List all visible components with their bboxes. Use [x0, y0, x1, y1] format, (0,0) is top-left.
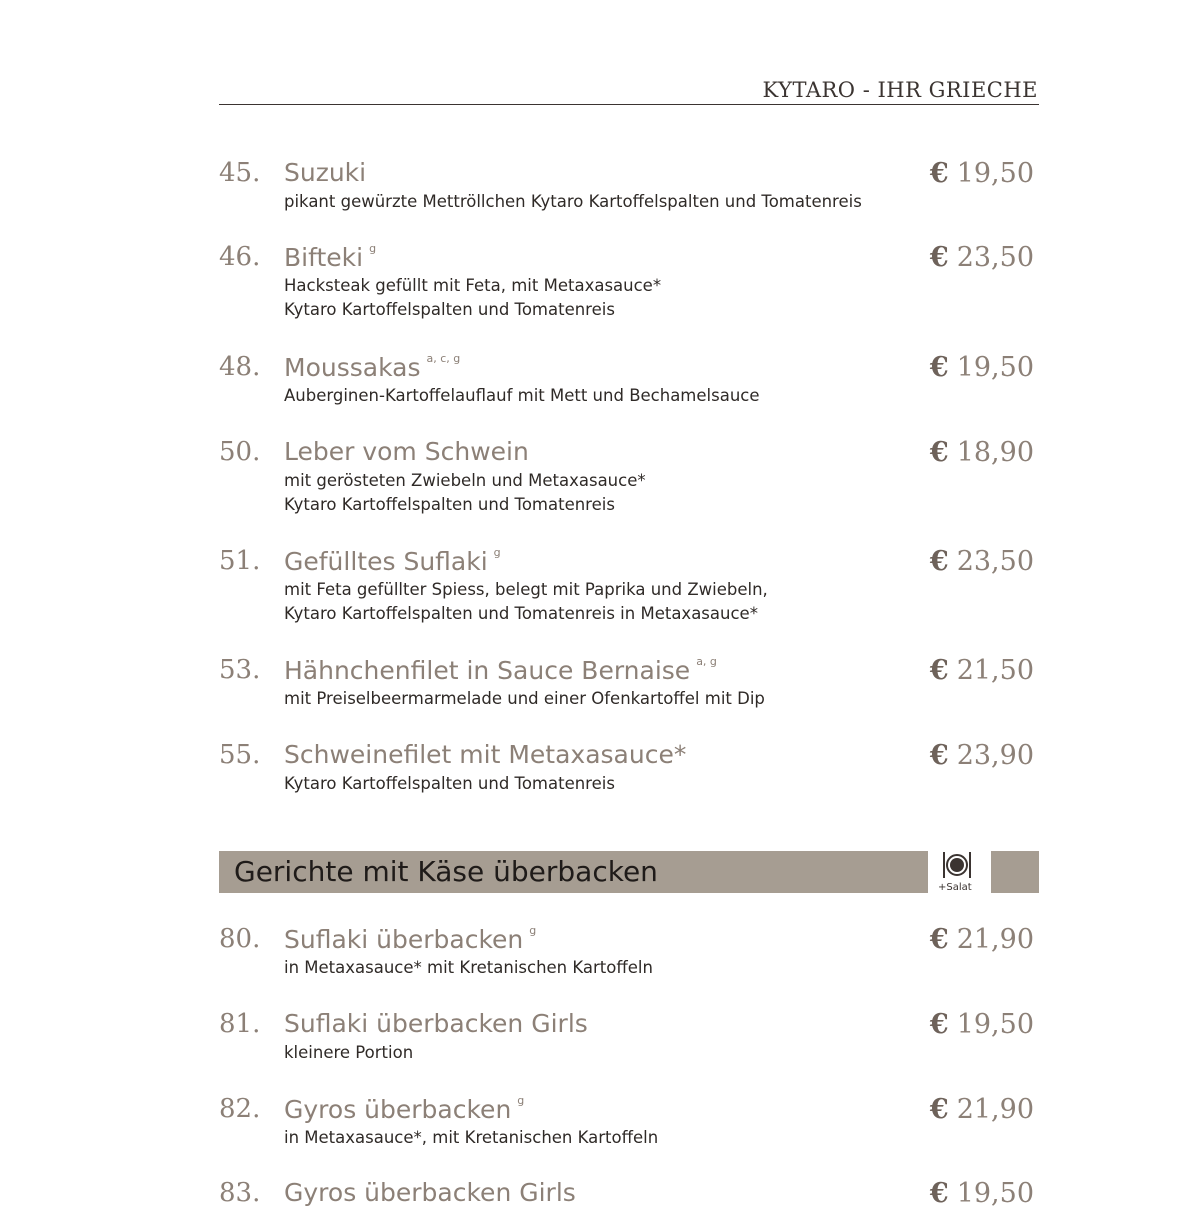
item-price	[930, 546, 1034, 577]
price-value: 21,90	[956, 924, 1034, 955]
item-number: 48.	[219, 352, 261, 382]
description-line: kleinere Portion	[284, 1043, 414, 1062]
item-name	[284, 242, 376, 272]
item-name	[284, 158, 366, 187]
item-name-text: Leber vom Schwein	[284, 437, 529, 466]
euro-sign: €	[929, 242, 949, 273]
plate-cutlery-icon	[936, 848, 982, 896]
section-title: Gerichte mit Käse überbacken	[234, 855, 658, 888]
item-number: 82.	[219, 1094, 261, 1124]
item-name-text: Gyros überbacken Girls	[284, 1178, 576, 1207]
item-price	[930, 158, 1034, 189]
description-line: pikant gewürzte Mettröllchen Kytaro Kartoffelspalten und Tomatenreis	[284, 192, 862, 211]
price-value: 21,50	[956, 655, 1034, 686]
price-value: 23,50	[956, 546, 1034, 577]
price-value: 19,50	[956, 1009, 1034, 1040]
item-price	[930, 1009, 1034, 1040]
item-name-text: Suflaki überbacken	[284, 925, 524, 954]
item-price	[930, 1178, 1034, 1209]
item-description	[284, 274, 661, 322]
item-description	[284, 687, 765, 711]
allergen-codes: a, g	[696, 655, 717, 668]
item-number: 53.	[219, 655, 261, 685]
price-value: 19,50	[956, 352, 1034, 383]
euro-sign: €	[929, 924, 949, 955]
allergen-codes: g	[529, 924, 537, 937]
item-name-text: Bifteki	[284, 243, 364, 272]
euro-sign: €	[929, 1178, 949, 1209]
euro-sign: €	[929, 1009, 949, 1040]
item-name-text: Hähnchenfilet in Sauce Bernaise	[284, 656, 691, 685]
description-line: in Metaxasauce* mit Kretanischen Kartoffeln	[284, 958, 653, 977]
item-number: 45.	[219, 158, 261, 188]
item-name	[284, 655, 717, 685]
price-value: 19,50	[956, 158, 1034, 189]
allergen-codes: g	[493, 546, 501, 559]
item-number: 81.	[219, 1009, 261, 1039]
item-number: 50.	[219, 437, 261, 467]
euro-sign: €	[929, 1094, 949, 1125]
euro-sign: €	[929, 740, 949, 771]
header-rule	[219, 104, 1039, 105]
euro-sign: €	[929, 437, 949, 468]
item-name-text: Schweinefilet mit Metaxasauce*	[284, 740, 687, 769]
plate-icon	[942, 850, 972, 880]
item-number: 46.	[219, 242, 261, 272]
euro-sign: €	[929, 546, 949, 577]
item-number: 80.	[219, 924, 261, 954]
description-line: mit Feta gefüllter Spiess, belegt mit Paprika und Zwiebeln,	[284, 580, 768, 599]
price-value: 23,50	[956, 242, 1034, 273]
item-price	[930, 655, 1034, 686]
item-price	[930, 740, 1034, 771]
item-price	[930, 924, 1034, 955]
item-number: 83.	[219, 1178, 261, 1208]
description-line: Hacksteak gefüllt mit Feta, mit Metaxasauce*	[284, 276, 662, 295]
price-value: 19,50	[956, 1178, 1034, 1209]
price-value: 23,90	[956, 740, 1034, 771]
item-number: 51.	[219, 546, 261, 576]
item-name-text: Gefülltes Suflaki	[284, 547, 488, 576]
item-name-text: Suzuki	[284, 158, 367, 187]
item-name	[284, 1009, 588, 1038]
item-description	[284, 578, 768, 626]
allergen-codes: g	[517, 1094, 525, 1107]
euro-sign: €	[929, 655, 949, 686]
item-description	[284, 1041, 413, 1065]
price-value: 18,90	[956, 437, 1034, 468]
item-description	[284, 1126, 658, 1150]
item-name-text: Moussakas	[284, 353, 421, 382]
item-description	[284, 772, 615, 796]
item-name	[284, 740, 686, 769]
item-description	[284, 469, 646, 517]
allergen-codes: a, c, g	[426, 352, 461, 365]
header-title: KYTARO - IHR GRIECHE	[762, 78, 1038, 102]
description-line: Kytaro Kartoffelspalten und Tomatenreis in Metaxasauce*	[284, 604, 758, 623]
item-description	[284, 190, 862, 214]
description-line: Kytaro Kartoffelspalten und Tomatenreis	[284, 300, 615, 319]
item-name	[284, 924, 536, 954]
description-line: in Metaxasauce*, mit Kretanischen Kartoffeln	[284, 1128, 659, 1147]
price-value: 21,90	[956, 1094, 1034, 1125]
description-line: Kytaro Kartoffelspalten und Tomatenreis	[284, 495, 615, 514]
item-description	[284, 384, 760, 408]
salat-label: +Salat	[938, 882, 972, 893]
item-price	[930, 352, 1034, 383]
item-number: 55.	[219, 740, 261, 770]
item-name-text: Gyros überbacken	[284, 1095, 512, 1124]
item-name	[284, 546, 501, 576]
item-name	[284, 352, 460, 382]
item-name	[284, 1094, 524, 1124]
euro-sign: €	[929, 352, 949, 383]
item-description	[284, 956, 653, 980]
item-price	[930, 242, 1034, 273]
description-line: mit gerösteten Zwiebeln und Metaxasauce*	[284, 471, 646, 490]
item-price	[930, 1094, 1034, 1125]
item-price	[930, 437, 1034, 468]
description-line: Auberginen-Kartoffelauflauf mit Mett und Bechamelsauce	[284, 386, 760, 405]
item-name	[284, 437, 529, 466]
allergen-codes: g	[369, 242, 377, 255]
euro-sign: €	[929, 158, 949, 189]
item-name	[284, 1178, 576, 1207]
description-line: mit Preiselbeermarmelade und einer Ofenkartoffel mit Dip	[284, 689, 765, 708]
section-header-bar	[219, 851, 928, 893]
section-bar-end	[991, 851, 1039, 893]
item-name-text: Suflaki überbacken Girls	[284, 1009, 588, 1038]
description-line: Kytaro Kartoffelspalten und Tomatenreis	[284, 774, 615, 793]
